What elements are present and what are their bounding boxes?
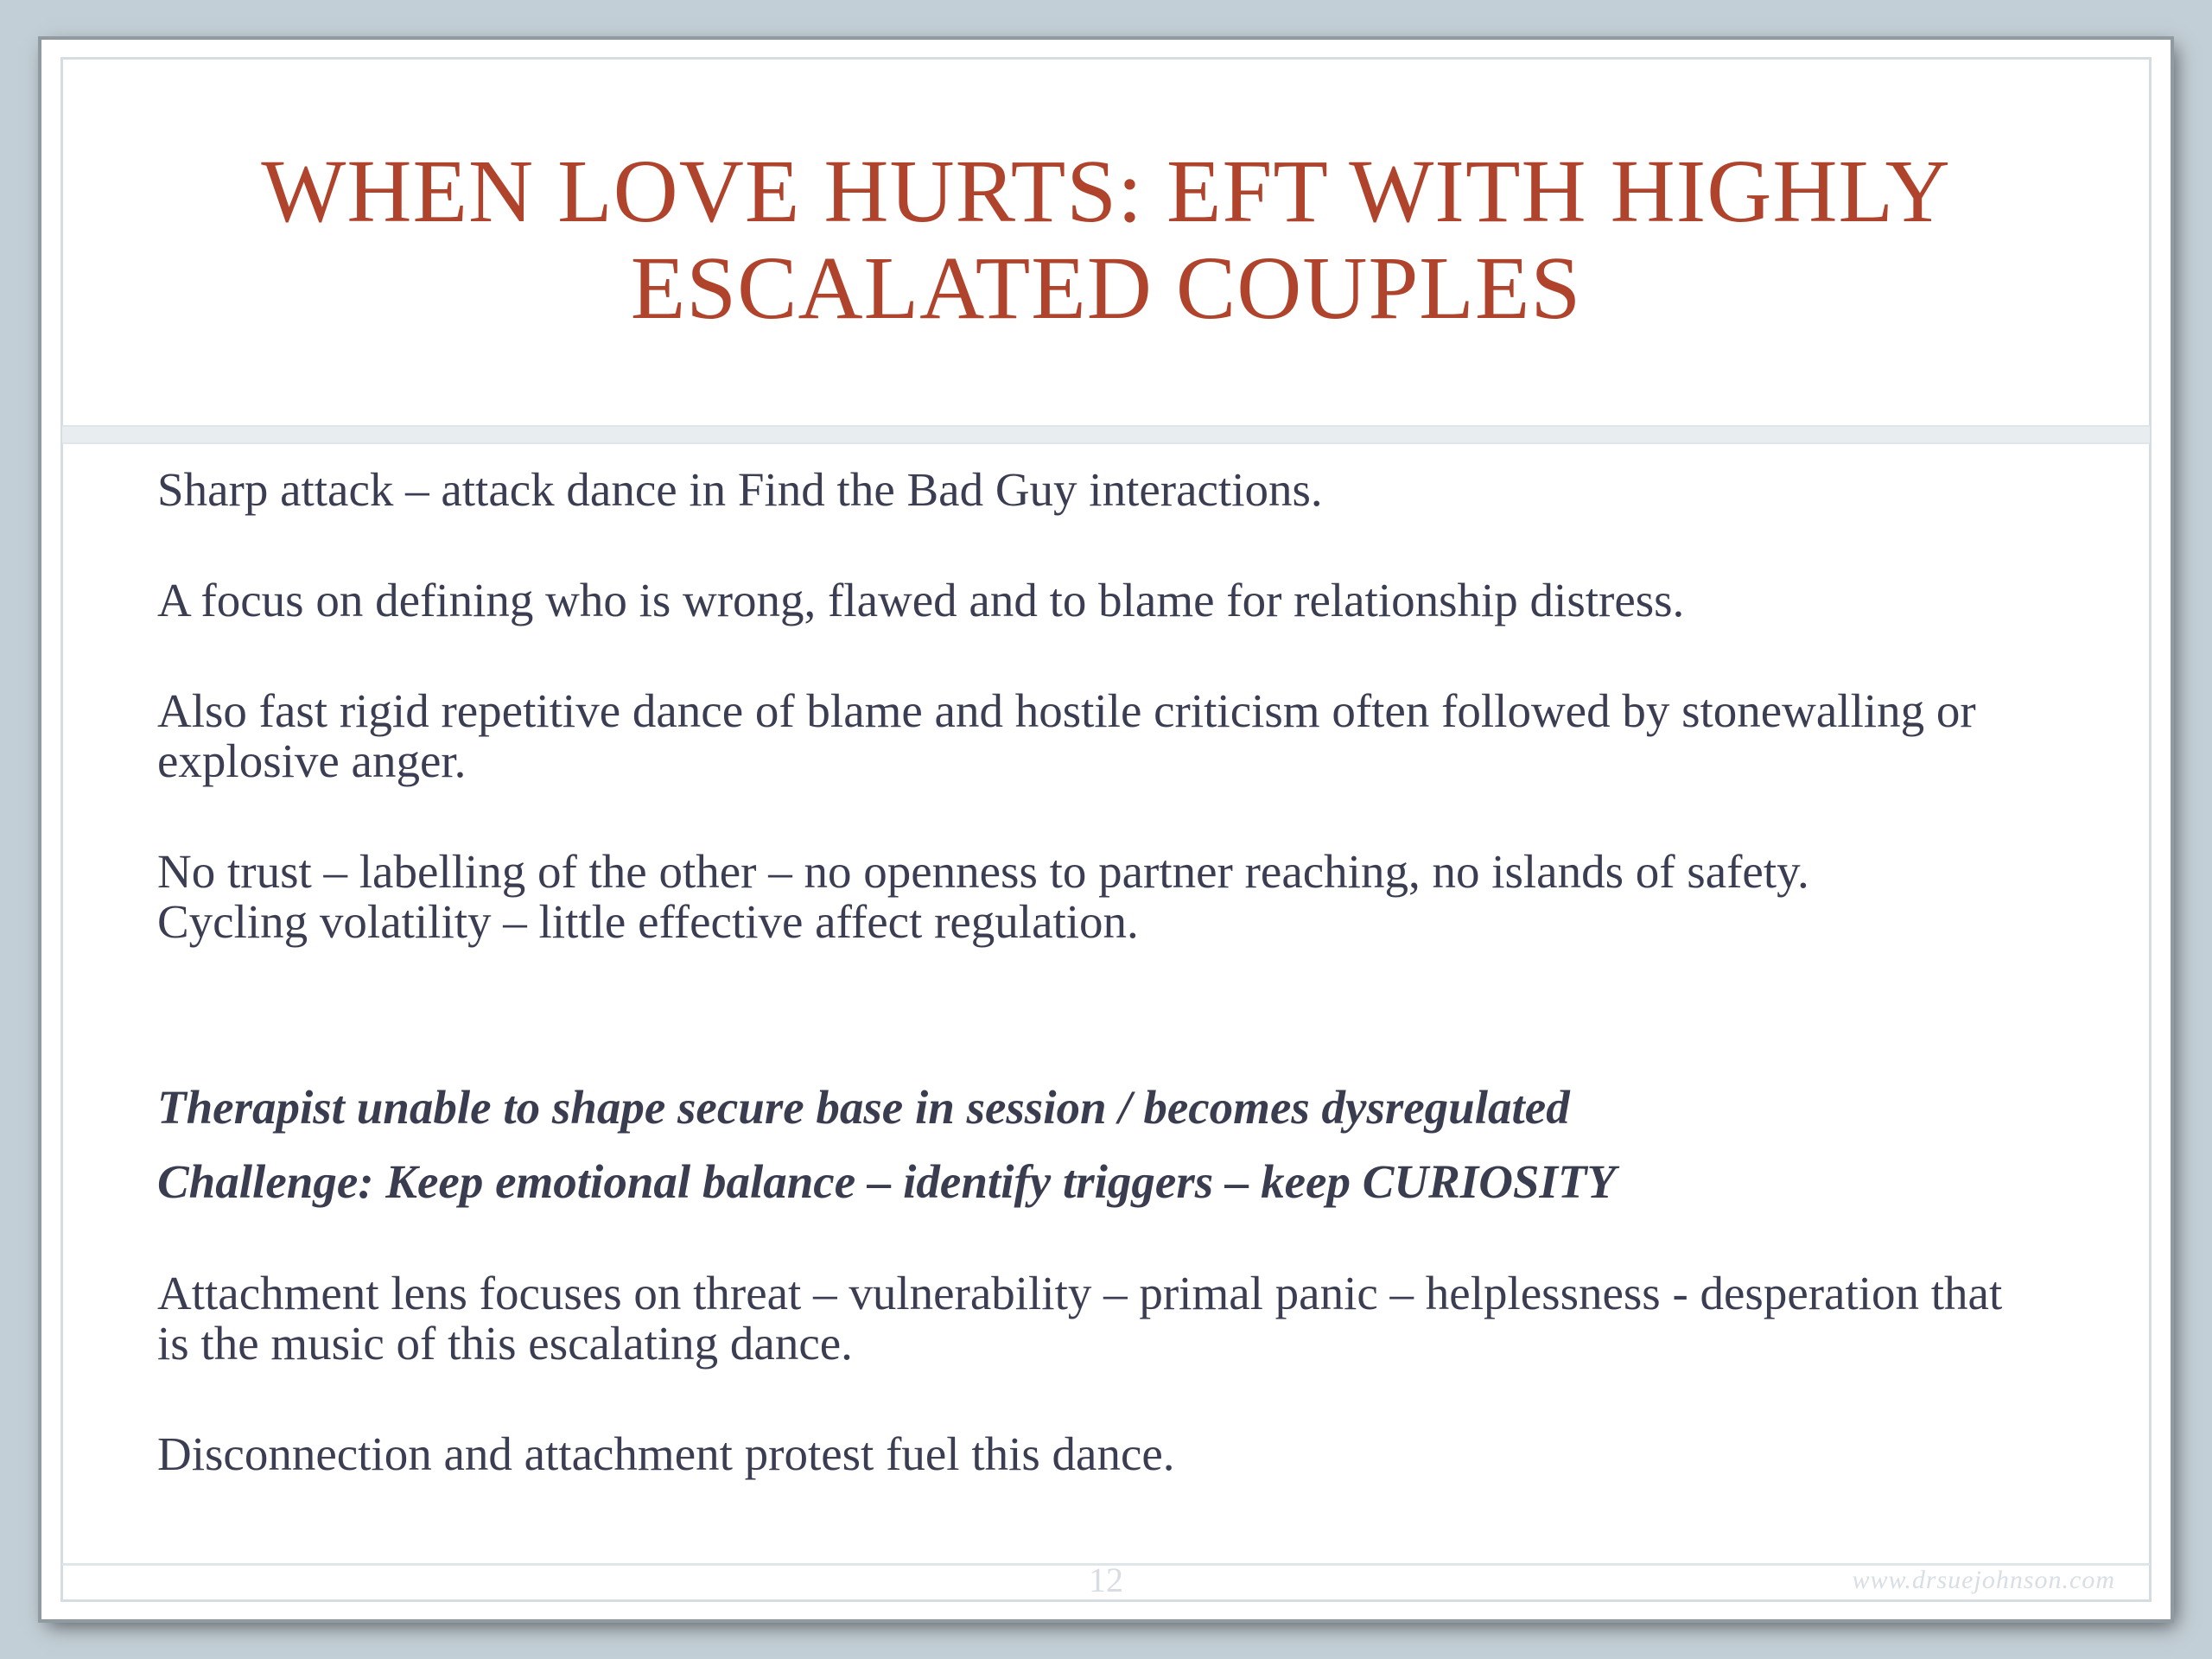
title-divider [62, 425, 2150, 444]
emphasis-line-2: Challenge: Keep emotional balance – identify triggers – keep CURIOSITY [157, 1155, 1617, 1208]
title-band [62, 59, 2150, 422]
body-paragraph-3: Also fast rigid repetitive dance of blame and hostile criticism often followed by stonewalling or explosive anger. [157, 684, 1976, 787]
emphasis-line-1: Therapist unable to shape secure base in session / becomes dysregulated [157, 1081, 1570, 1134]
body-paragraph-6: Disconnection and attachment protest fuel this dance. [157, 1427, 1175, 1480]
website-url: www.drsuejohnson.com [1852, 1566, 2115, 1594]
body-paragraph-2: A focus on defining who is wrong, flawed and to blame for relationship distress. [157, 574, 1685, 626]
page-number: 12 [1089, 1560, 1123, 1599]
slide-title-line-2: ESCALATED COUPLES [630, 238, 1582, 338]
body-paragraph-4-line-2: Cycling volatility – little effective affect regulation. [157, 895, 1139, 948]
body-paragraph-1: Sharp attack – attack dance in Find the Bad Guy interactions. [157, 463, 1323, 516]
slide [41, 40, 2171, 1619]
slide-title-line-1: WHEN LOVE HURTS: EFT WITH HIGHLY [261, 142, 1951, 241]
body-paragraph-5: Attachment lens focuses on threat – vulnerability – primal panic – helplessness - desperation that is the music of this escalating dance. [157, 1267, 2003, 1370]
slide-title [261, 143, 1951, 337]
slide-body [157, 465, 2093, 1479]
body-paragraph-4-line-1: No trust – labelling of the other – no openness to partner reaching, no islands of safety. [157, 845, 1809, 898]
